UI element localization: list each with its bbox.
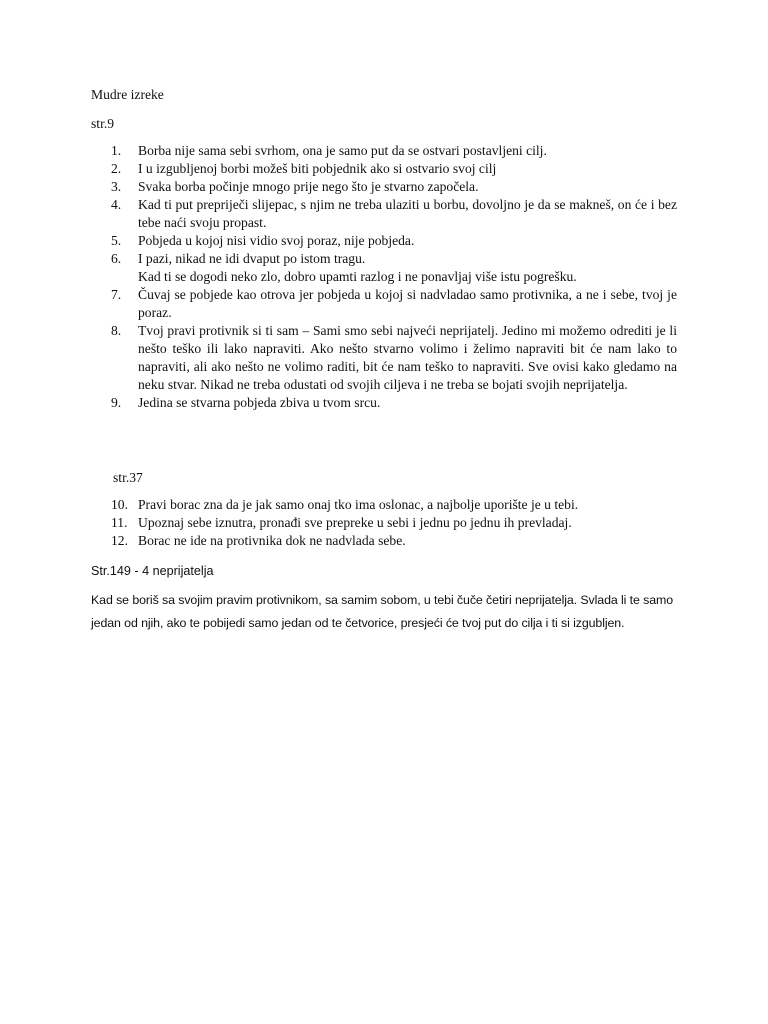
list-item [91, 250, 677, 286]
list-item [91, 532, 677, 550]
list-number: 7. [111, 287, 122, 302]
list-item-text: Čuvaj se pobjede kao otrova jer pobjeda u kojoj si nadvladao samo protivnika, a ne i sebe, tvoj je poraz. [138, 287, 677, 320]
list-item-text: Jedina se stvarna pobjeda zbiva u tvom srcu. [138, 395, 381, 410]
list-number: 4. [111, 197, 122, 212]
list-item-continuation: Kad ti se dogodi neko zlo, dobro upamti razlog i ne ponavljaj više istu pogrešku. [138, 269, 577, 284]
list-item-text: I pazi, nikad ne idi dvaput po istom tragu. [138, 251, 366, 266]
list-item [91, 142, 677, 160]
list-item-text: Tvoj pravi protivnik si ti sam – Sami smo sebi najveći neprijatelj. Jedino mi možemo odrediti je li nešto teško ili lako napraviti. Ako nešto stvarno volimo i želimo napraviti bit će nam lako to napraviti, ali ako nešto ne volimo raditi, bit će nam teško to napraviti. Sve ovisi kako gledamo na neku stvar. Nikad ne treba odustati od svojih ciljeva i ne treba se bojati svojih neprijatelja. [138, 323, 677, 392]
list-item-text: Borac ne ide na protivnika dok ne nadvlada sebe. [138, 533, 406, 548]
list-number: 1. [111, 143, 122, 158]
list-number: 11. [111, 515, 128, 530]
list-item [91, 322, 677, 394]
list-item-text: Svaka borba počinje mnogo prije nego što je stvarno započela. [138, 179, 479, 194]
document-title: Mudre izreke [91, 87, 164, 102]
section-label-str149: Str.149 - 4 neprijatelja [91, 564, 214, 578]
list-number: 3. [111, 179, 122, 194]
quote-list-str9 [91, 142, 677, 412]
list-number: 2. [111, 161, 122, 176]
section-label-str9: str.9 [91, 116, 115, 131]
list-number: 10. [111, 497, 128, 512]
list-item-text: I u izgubljenoj borbi možeš biti pobjednik ako si ostvario svoj cilj [138, 161, 497, 176]
list-item [91, 496, 677, 514]
list-item-text: Kad ti put prepriječi slijepac, s njim ne treba ulaziti u borbu, dovoljno je da se makneš, on će i bez tebe naći svoju propast. [138, 197, 677, 230]
list-number: 12. [111, 533, 128, 548]
list-item [91, 232, 677, 250]
list-item-text: Upoznaj sebe iznutra, pronađi sve prepreke u sebi i jednu po jednu ih prevladaj. [138, 515, 572, 530]
list-item [91, 394, 677, 412]
list-item [91, 160, 677, 178]
closing-paragraph: Kad se boriš sa svojim pravim protivnikom, sa samim sobom, u tebi čuče četiri neprijatelja. Svlada li te samo jedan od njih, ako te pobijedi samo jedan od te četvorice, presjeći će tvoj put do cilja i ti si izgubljen. [91, 593, 674, 630]
list-number: 9. [111, 395, 122, 410]
quote-list-str37 [91, 496, 677, 550]
list-item-text: Pravi borac zna da je jak samo onaj tko ima oslonac, a najbolje uporište je u tebi. [138, 497, 579, 512]
list-number: 8. [111, 323, 122, 338]
list-number: 5. [111, 233, 122, 248]
list-item [91, 196, 677, 232]
list-item-text: Borba nije sama sebi svrhom, ona je samo put da se ostvari postavljeni cilj. [138, 143, 547, 158]
list-item [91, 178, 677, 196]
list-item [91, 514, 677, 532]
list-item [91, 286, 677, 322]
list-number: 6. [111, 251, 122, 266]
section-label-str37: str.37 [113, 470, 143, 485]
list-item-text: Pobjeda u kojoj nisi vidio svoj poraz, nije pobjeda. [138, 233, 415, 248]
